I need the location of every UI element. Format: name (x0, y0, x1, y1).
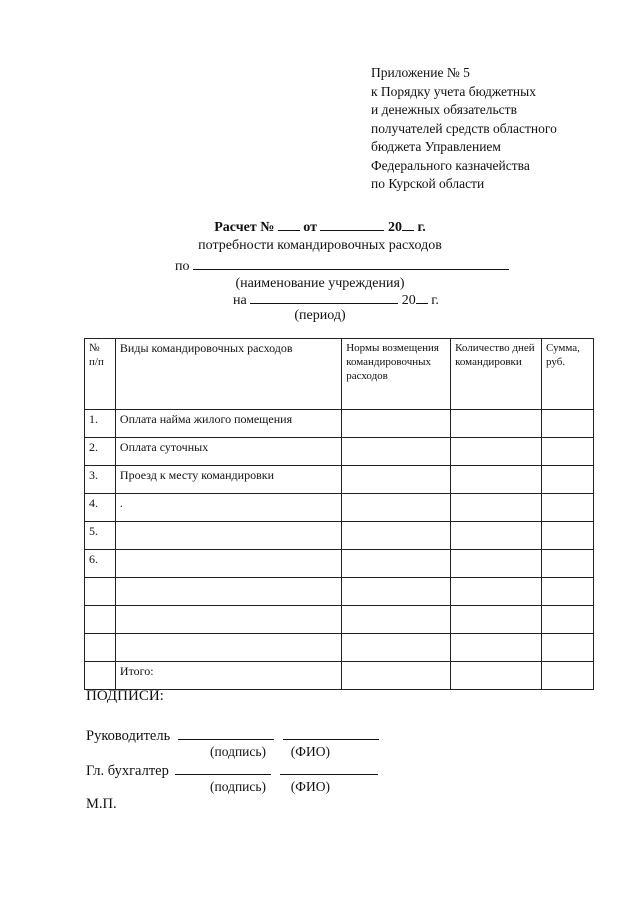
row-sum-cell[interactable] (542, 494, 594, 522)
row-number: 5. (85, 522, 116, 550)
row-sum-cell[interactable] (542, 438, 594, 466)
row-sum-cell[interactable] (542, 466, 594, 494)
institution-blank[interactable] (193, 257, 509, 270)
row-expense-name[interactable] (115, 606, 341, 634)
subtitle: потребности командировочных расходов (198, 238, 442, 253)
row-expense-name: Оплата найма жилого помещения (115, 410, 341, 438)
calc-date-blank[interactable] (320, 218, 384, 231)
accountant-captions (210, 779, 330, 795)
head-label: Руководитель (86, 728, 171, 744)
row-number (85, 634, 116, 662)
header-sum: Сумма, руб. (542, 339, 594, 410)
table-row (85, 606, 594, 634)
by-label: по (175, 259, 190, 274)
table-row (85, 634, 594, 662)
year-blank[interactable] (402, 218, 414, 231)
row-days-cell[interactable] (451, 466, 542, 494)
annex-line: бюджета Управлением (371, 139, 501, 154)
row-days-cell[interactable] (451, 438, 542, 466)
head-signature-blank[interactable] (178, 726, 274, 740)
row-sum-cell[interactable] (542, 634, 594, 662)
row-days-cell[interactable] (451, 522, 542, 550)
row-days-cell[interactable] (451, 606, 542, 634)
row-norm-cell[interactable] (342, 550, 451, 578)
from-label: от (303, 220, 317, 235)
annex-line: и денежных обязательств (371, 102, 517, 117)
row-expense-name[interactable] (115, 550, 341, 578)
row-norm-cell[interactable] (342, 634, 451, 662)
row-sum-cell[interactable] (542, 410, 594, 438)
row-norm-cell[interactable] (342, 410, 451, 438)
header-days: Количество дней командировки (451, 339, 542, 410)
table-row (85, 578, 594, 606)
row-expense-name[interactable] (115, 634, 341, 662)
total-label: Итого: (115, 662, 341, 690)
row-sum-cell[interactable] (542, 606, 594, 634)
table-row (85, 494, 594, 522)
annex-line: по Курской области (371, 176, 485, 191)
table-row (85, 522, 594, 550)
table-total-row (85, 662, 594, 690)
head-captions (210, 744, 330, 760)
row-number (85, 578, 116, 606)
row-number: 1. (85, 410, 116, 438)
row-norm-cell[interactable] (342, 438, 451, 466)
calc-label: Расчет № (214, 220, 275, 235)
signature-caption: (подпись) (210, 744, 267, 759)
name-caption: (ФИО) (290, 744, 330, 759)
total-days-cell[interactable] (451, 662, 542, 690)
row-norm-cell[interactable] (342, 522, 451, 550)
row-number: 3. (85, 466, 116, 494)
head-name-blank[interactable] (283, 726, 379, 740)
expenses-table (84, 338, 594, 690)
row-days-cell[interactable] (451, 578, 542, 606)
row-number: 4. (85, 494, 116, 522)
row-days-cell[interactable] (451, 550, 542, 578)
document-title (0, 218, 640, 236)
row-expense-name: Проезд к месту командировки (115, 466, 341, 494)
year-prefix: 20 (387, 220, 402, 235)
calc-number-blank[interactable] (278, 218, 300, 231)
row-days-cell[interactable] (451, 494, 542, 522)
signature-caption: (подпись) (210, 779, 267, 794)
annex-line: Приложение № 5 (371, 65, 470, 80)
signatures-heading: ПОДПИСИ: (86, 688, 164, 704)
row-expense-name: Оплата суточных (115, 438, 341, 466)
row-sum-cell[interactable] (542, 522, 594, 550)
table-header-row (85, 339, 594, 410)
table-row (85, 438, 594, 466)
row-norm-cell[interactable] (342, 466, 451, 494)
header-expense-type: Виды командировочных расходов (115, 339, 341, 410)
accountant-signature-line (86, 761, 378, 780)
row-expense-name[interactable] (115, 522, 341, 550)
row-norm-cell[interactable] (342, 606, 451, 634)
row-number (85, 606, 116, 634)
header-number: № п/п (85, 339, 116, 410)
total-norm-cell[interactable] (342, 662, 451, 690)
accountant-label: Гл. бухгалтер (86, 763, 169, 779)
stamp-placeholder: М.П. (86, 796, 117, 812)
row-norm-cell[interactable] (342, 578, 451, 606)
name-caption: (ФИО) (290, 779, 330, 794)
period-year-prefix: 20 (401, 293, 416, 308)
row-number: 6. (85, 550, 116, 578)
annex-line: Федерального казначейства (371, 157, 530, 173)
head-signature-line (86, 726, 379, 745)
row-days-cell[interactable] (451, 410, 542, 438)
period-year-suffix: г. (431, 293, 439, 308)
row-expense-name[interactable] (115, 578, 341, 606)
row-number (85, 662, 116, 690)
header-norms: Нормы возмещения командировочных расходов (342, 339, 451, 410)
annex-header (371, 64, 557, 194)
institution-line (175, 257, 509, 275)
year-suffix: г. (417, 220, 426, 235)
row-days-cell[interactable] (451, 634, 542, 662)
annex-line: получателей средств областного (371, 120, 557, 136)
accountant-signature-blank[interactable] (175, 761, 271, 775)
row-expense-name[interactable]: . (115, 494, 341, 522)
period-blank[interactable] (250, 291, 398, 304)
period-line (233, 291, 439, 309)
table-row (85, 550, 594, 578)
period-caption: (период) (294, 308, 346, 323)
row-sum-cell[interactable] (542, 550, 594, 578)
institution-caption: (наименование учреждения) (235, 276, 405, 291)
total-sum-cell[interactable] (542, 662, 594, 690)
table-row (85, 466, 594, 494)
row-number: 2. (85, 438, 116, 466)
annex-line: к Порядку учета бюджетных (371, 83, 536, 99)
row-norm-cell[interactable] (342, 494, 451, 522)
accountant-name-blank[interactable] (280, 761, 378, 775)
table-row (85, 410, 594, 438)
row-sum-cell[interactable] (542, 578, 594, 606)
period-year-blank[interactable] (416, 291, 428, 304)
on-label: на (233, 293, 247, 308)
